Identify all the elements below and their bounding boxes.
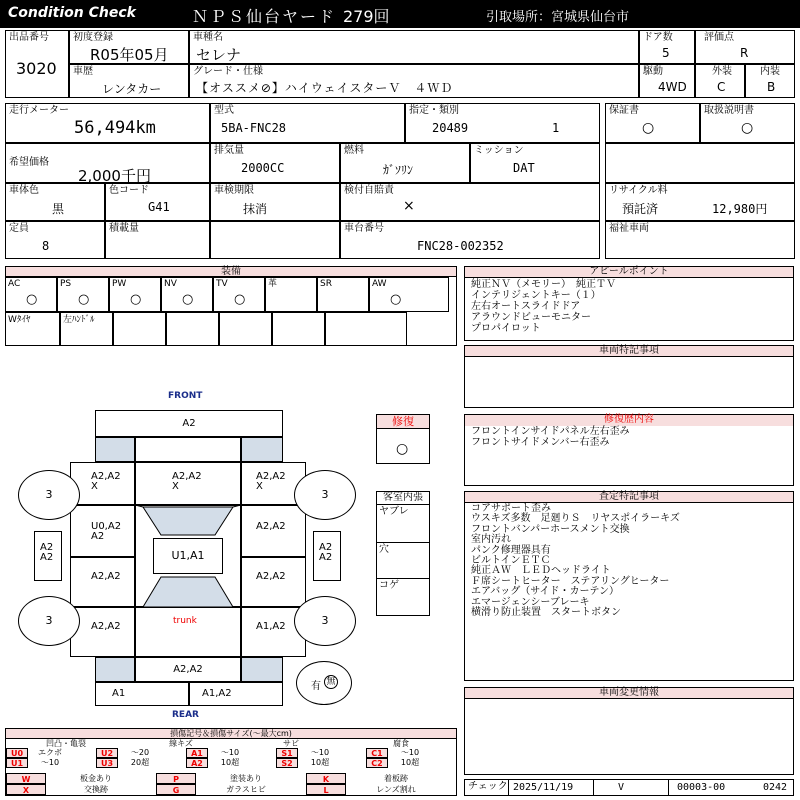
legend-rows bbox=[6, 748, 456, 768]
equipment-cell-2 bbox=[113, 312, 166, 346]
blank-cell bbox=[605, 143, 795, 183]
equipment-cell-2 bbox=[166, 312, 219, 346]
grade-label: グレード・仕様 bbox=[193, 66, 263, 77]
type-value: 5BA-FNC28 bbox=[221, 121, 287, 135]
note-line: アラウンドビューモニター bbox=[471, 312, 591, 323]
legend-desc: ガラスヒビ bbox=[226, 785, 266, 794]
note-line: フロントインサイドパネル左右歪み bbox=[471, 426, 630, 437]
spec-cell bbox=[405, 103, 600, 143]
equipment-label: AW bbox=[372, 279, 387, 289]
note-line: Ｆ席シートヒーター ステアリングヒーター bbox=[471, 575, 670, 587]
welfare-label: 福祉車両 bbox=[609, 223, 649, 234]
equipment-title: 装備 bbox=[5, 266, 457, 277]
panel-hood-top bbox=[135, 437, 241, 462]
legend-code: X bbox=[6, 784, 46, 795]
legend-desc: 〜10 bbox=[220, 748, 240, 757]
spare-mark: 無 bbox=[324, 675, 338, 689]
note-line: エアバッグ（サイド・カーテン） bbox=[471, 586, 619, 598]
equipment-label: TV bbox=[216, 279, 228, 289]
first-reg-cell bbox=[69, 30, 189, 64]
check-date: 2025/11/19 bbox=[513, 782, 574, 793]
history-value: レンタカー bbox=[102, 82, 162, 96]
equipment-cell bbox=[109, 277, 161, 312]
inspector-box bbox=[464, 491, 794, 681]
mission-value: DAT bbox=[513, 161, 535, 175]
mission-cell bbox=[470, 143, 600, 183]
panel-l-step bbox=[34, 531, 62, 581]
liability-cell bbox=[340, 183, 600, 221]
legend-group: 腐食 bbox=[393, 739, 409, 748]
note-line: ビルトインＥＴＣ bbox=[471, 555, 551, 567]
note-line: 純正ＡＷ ＬＥＤヘッドライト bbox=[471, 565, 611, 577]
type-cell bbox=[210, 103, 405, 143]
panel-l-quarter bbox=[70, 607, 135, 657]
tire-rr bbox=[294, 596, 356, 646]
int-value: B bbox=[767, 80, 776, 94]
appeal-title: アピールポイント bbox=[465, 267, 793, 278]
equipment-cell bbox=[57, 277, 109, 312]
legend-desc: エクボ bbox=[38, 748, 62, 757]
colorcode-label: 色コード bbox=[109, 185, 149, 196]
equipment-value: ○ bbox=[78, 292, 90, 307]
fuel-value: ｶﾞｿﾘﾝ bbox=[383, 163, 414, 177]
doors-value: 5 bbox=[662, 46, 670, 60]
equipment-value: ○ bbox=[26, 292, 38, 307]
inspector-lines bbox=[471, 504, 680, 618]
drive-value: 4WD bbox=[658, 80, 687, 94]
model-value: セレナ bbox=[196, 46, 242, 64]
footer-num: 0242 bbox=[763, 782, 788, 793]
legend-code: P bbox=[156, 773, 196, 784]
fr-fender-x: X bbox=[256, 481, 263, 492]
header-left: Condition Check bbox=[8, 5, 136, 21]
spec-label: 指定・類別 bbox=[409, 105, 459, 116]
equipment-cell bbox=[213, 277, 265, 312]
fr-fender-damage: A2,A2 bbox=[256, 471, 286, 482]
tire-rr-value: 3 bbox=[321, 614, 329, 627]
panel-r-step bbox=[313, 531, 341, 581]
legend-groups bbox=[6, 739, 456, 748]
legend-desc: 10超 bbox=[400, 758, 420, 767]
ext-value: C bbox=[717, 80, 726, 94]
chassis-label: 車台番号 bbox=[344, 223, 384, 234]
int-cell bbox=[745, 64, 795, 98]
type-label: 型式 bbox=[214, 105, 234, 116]
lot-label: 出品番号 bbox=[9, 32, 49, 43]
spec-value-2: 1 bbox=[552, 121, 560, 135]
tire-rl bbox=[18, 596, 80, 646]
header-pickup: 引取場所：宮城県仙台市 bbox=[486, 10, 630, 25]
colorcode-cell bbox=[105, 183, 210, 221]
legend-code: C1 bbox=[366, 748, 388, 758]
legend-desc: レンズ割れ bbox=[376, 785, 416, 794]
recycle-cell bbox=[605, 183, 795, 221]
interior-row-2 bbox=[377, 543, 429, 579]
rear-bumper-l-damage: A1 bbox=[112, 688, 126, 699]
note-line: コアサポート歪み bbox=[471, 503, 551, 514]
recycle-status: 預託済 bbox=[622, 202, 659, 216]
doors-cell bbox=[639, 30, 695, 64]
note-line: 純正ＮＶ（メモリー） 純正ＴＶ bbox=[471, 279, 616, 290]
panel-r-rear-door bbox=[241, 557, 306, 607]
tire-rl-value: 3 bbox=[45, 614, 53, 627]
cc-value: 2000CC bbox=[241, 161, 285, 175]
lot-number: 3020 bbox=[16, 59, 57, 78]
model-cell bbox=[189, 30, 639, 64]
doors-label: ドア数 bbox=[643, 32, 673, 43]
note-line: フロントサイドメンバー右歪み bbox=[471, 437, 610, 448]
interior-title: 客室内張 bbox=[377, 492, 429, 505]
inspection-value: 抹消 bbox=[243, 202, 268, 216]
r-rear-door-damage: A2,A2 bbox=[256, 571, 286, 582]
fuel-label: 燃料 bbox=[344, 145, 364, 156]
panel-rr-corner bbox=[241, 657, 283, 682]
legend-code: C2 bbox=[366, 758, 388, 768]
legend-desc: 10超 bbox=[220, 758, 240, 767]
fl-fender-damage: A2,A2 bbox=[91, 471, 121, 482]
panel-fl-fender bbox=[70, 462, 135, 505]
legend-code: S2 bbox=[276, 758, 298, 768]
tire-fr-value: 3 bbox=[321, 488, 329, 501]
manual-value: ○ bbox=[741, 120, 754, 136]
mission-label: ミッション bbox=[474, 145, 524, 156]
equipment-cell bbox=[5, 277, 57, 312]
panel-r-front-door bbox=[241, 505, 306, 557]
ext-label: 外装 bbox=[712, 66, 732, 77]
legend-group: 線キズ bbox=[169, 739, 193, 748]
l-front-door-damage: U0,A2 bbox=[91, 521, 122, 532]
note-line: 左右オートスライドドア bbox=[471, 301, 581, 312]
l-rear-door-damage: A2,A2 bbox=[91, 571, 121, 582]
legend-code: U0 bbox=[6, 748, 28, 758]
legend-title: 損傷記号＆損傷サイズ(〜最大cm) bbox=[6, 729, 456, 739]
chassis-cell bbox=[340, 221, 600, 259]
equipment-cell-2 bbox=[60, 312, 113, 346]
r-front-door-damage: A2,A2 bbox=[256, 521, 286, 532]
l-step-damage: A2 bbox=[40, 542, 54, 553]
drive-cell bbox=[639, 64, 695, 98]
int-label: 内装 bbox=[760, 66, 780, 77]
spare-label: 有 bbox=[311, 681, 321, 692]
repair-box bbox=[376, 414, 430, 464]
legend-desc: 20超 bbox=[130, 758, 150, 767]
legend-code: G bbox=[156, 784, 196, 795]
footer-code: 00003-00 bbox=[677, 782, 726, 793]
interior-row-1 bbox=[377, 505, 429, 543]
footer-box bbox=[464, 779, 794, 796]
liability-value: × bbox=[403, 198, 415, 214]
note-line: ウスキズ多数 足廻りＳ リヤスポイラーキズ bbox=[471, 513, 680, 525]
spec-value-1: 20489 bbox=[432, 121, 469, 135]
equipment-cell-2 bbox=[5, 312, 60, 346]
manual-label: 取扱説明書 bbox=[704, 105, 754, 116]
color-label: 車体色 bbox=[9, 185, 39, 196]
first-reg-value: R05年05月 bbox=[90, 46, 169, 64]
liability-label: 検付自賠責 bbox=[344, 185, 394, 196]
history-cell bbox=[69, 64, 189, 98]
capacity-value: 8 bbox=[42, 239, 50, 253]
cc-label: 排気量 bbox=[214, 145, 244, 156]
note-line: インテリジェントキー（１） bbox=[471, 290, 601, 301]
grade-value: 【オススメ⊘】ハイウェイスターＶ ４ＷＤ bbox=[196, 81, 454, 95]
panel-trunk bbox=[135, 607, 241, 657]
l-quarter-damage: A2,A2 bbox=[91, 621, 121, 632]
load-label: 積載量 bbox=[109, 223, 139, 234]
legend-code: A1 bbox=[186, 748, 208, 758]
model-label: 車種名 bbox=[193, 32, 223, 43]
note-line: パンク修理器具有 bbox=[471, 544, 551, 556]
drive-label: 駆動 bbox=[643, 66, 663, 77]
colorcode-value: G41 bbox=[148, 200, 170, 214]
header-bar bbox=[0, 0, 800, 28]
lot-cell bbox=[5, 30, 69, 98]
equipment-value: ○ bbox=[390, 292, 402, 307]
capacity-cell bbox=[5, 221, 105, 259]
legend-group: サビ bbox=[283, 739, 299, 748]
note-line: エマージェンシーブレーキ bbox=[471, 596, 590, 608]
appeal-lines bbox=[471, 279, 616, 334]
l-front-door-damage-2: A2 bbox=[91, 531, 105, 542]
color-value: 黒 bbox=[52, 202, 65, 216]
front-bumper-damage: A2 bbox=[182, 418, 196, 429]
appeal-box bbox=[464, 266, 794, 341]
warranty-label: 保証書 bbox=[609, 105, 639, 116]
rear-bumper-r-damage: A1,A2 bbox=[202, 688, 232, 699]
equipment-label-2: 左ﾊﾝﾄﾞﾙ bbox=[63, 315, 95, 325]
legend-code: U2 bbox=[96, 748, 118, 758]
first-reg-label: 初度登録 bbox=[73, 32, 113, 43]
repair-content-title: 修復歴内容 bbox=[465, 415, 793, 426]
recycle-amount: 12,980円 bbox=[712, 202, 768, 216]
change-box bbox=[464, 687, 794, 775]
inspection-cell bbox=[210, 183, 340, 221]
equipment-label-2: Wﾀｲﾔ bbox=[8, 315, 31, 325]
panel-hood bbox=[135, 462, 241, 505]
ext-cell bbox=[695, 64, 745, 98]
score-label: 評価点 bbox=[704, 32, 734, 43]
legend-code: W bbox=[6, 773, 46, 784]
equipment-cell bbox=[369, 277, 449, 312]
repair-lines bbox=[471, 426, 630, 448]
legend-group: 凹凸・亀裂 bbox=[46, 739, 86, 748]
check-mark: V bbox=[618, 782, 625, 793]
legend-code: L bbox=[306, 784, 346, 795]
roof-damage: U1,A1 bbox=[171, 549, 205, 562]
spare-tire bbox=[296, 661, 352, 705]
legend-desc: 10超 bbox=[310, 758, 330, 767]
panel-front-bumper bbox=[95, 410, 283, 437]
change-title: 車両変更情報 bbox=[465, 688, 793, 699]
equipment-value: ○ bbox=[182, 292, 194, 307]
load-cell bbox=[105, 221, 210, 259]
special-title: 車両特記事項 bbox=[465, 346, 793, 357]
repair-content-box bbox=[464, 414, 794, 486]
price-label: 希望価格 bbox=[9, 157, 49, 168]
panel-rl-corner bbox=[95, 657, 135, 682]
header-title: ＮＰＳ仙台ヤード bbox=[192, 7, 337, 26]
welfare-cell bbox=[605, 221, 795, 259]
r-step-damage-2: A2 bbox=[319, 552, 333, 563]
equipment-cell bbox=[265, 277, 317, 312]
rear-label: REAR bbox=[172, 710, 199, 720]
color-cell bbox=[5, 183, 105, 221]
equipment-label: PS bbox=[60, 279, 72, 289]
price-value: 2,000千円 bbox=[78, 167, 151, 185]
repair-title: 修復 bbox=[377, 415, 429, 429]
manual-cell bbox=[700, 103, 795, 143]
equipment-label: AC bbox=[8, 279, 21, 289]
hood-damage: A2,A2 bbox=[172, 471, 202, 482]
chassis-value: FNC28-002352 bbox=[417, 239, 504, 253]
warranty-cell bbox=[605, 103, 700, 143]
check-mark-cell bbox=[593, 780, 669, 795]
panel-rear-gate bbox=[135, 657, 241, 682]
legend-desc: 〜10 bbox=[310, 748, 330, 757]
fuel-cell bbox=[340, 143, 470, 183]
inspector-title: 査定特記事項 bbox=[465, 492, 793, 503]
car-diagram bbox=[0, 385, 370, 725]
interior-tear: ヤブレ bbox=[379, 506, 409, 517]
mileage-cell bbox=[5, 103, 210, 143]
interior-row-3 bbox=[377, 579, 429, 615]
equipment-cell bbox=[317, 277, 369, 312]
legend-desc: 〜20 bbox=[130, 748, 150, 757]
interior-box bbox=[376, 491, 430, 616]
equipment-value: ○ bbox=[234, 292, 246, 307]
panel-roof bbox=[153, 538, 223, 574]
capacity-label: 定員 bbox=[9, 223, 29, 234]
equipment-value: ○ bbox=[130, 292, 142, 307]
legend-code: K bbox=[306, 773, 346, 784]
note-line: プロパイロット bbox=[471, 323, 541, 334]
l-step-damage-2: A2 bbox=[40, 552, 54, 563]
legend-desc: 〜10 bbox=[400, 748, 420, 757]
equipment-label: 革 bbox=[268, 279, 278, 289]
rear-gate-damage: A2,A2 bbox=[173, 664, 203, 675]
tire-fr bbox=[294, 470, 356, 520]
rear-window bbox=[143, 577, 233, 607]
inspection-label: 車検期限 bbox=[214, 185, 254, 196]
equipment-cell-2 bbox=[219, 312, 272, 346]
legend-bottom bbox=[6, 773, 456, 795]
front-label: FRONT bbox=[168, 391, 203, 401]
mileage-label: 走行メーター bbox=[9, 105, 69, 116]
history-label: 車歴 bbox=[73, 66, 93, 77]
r-quarter-damage: A1,A2 bbox=[256, 621, 286, 632]
repair-value: ○ bbox=[396, 441, 409, 457]
grade-cell bbox=[189, 64, 639, 98]
trunk-label: trunk bbox=[173, 616, 197, 626]
check-label: チェック bbox=[465, 780, 509, 795]
legend-code: S1 bbox=[276, 748, 298, 758]
note-line: フロントバンパーホースメント交換 bbox=[471, 523, 630, 535]
panel-fr-corner bbox=[241, 437, 283, 462]
legend-desc: 交換跡 bbox=[84, 785, 108, 794]
equipment-cell-2 bbox=[325, 312, 407, 346]
legend-box bbox=[5, 728, 457, 796]
equipment-cell bbox=[161, 277, 213, 312]
hood-x: X bbox=[172, 481, 179, 492]
empty-cell-1 bbox=[210, 221, 340, 259]
legend-desc: 塗装あり bbox=[230, 774, 262, 783]
price-cell bbox=[5, 143, 210, 183]
special-box bbox=[464, 345, 794, 408]
fl-fender-x: X bbox=[91, 481, 98, 492]
note-line: 横滑り防止装置 スタートボタン bbox=[471, 607, 621, 619]
panel-l-rear-door bbox=[70, 557, 135, 607]
equipment-label: SR bbox=[320, 279, 332, 289]
tire-fl-value: 3 bbox=[45, 488, 53, 501]
legend-desc: 板金あり bbox=[80, 774, 112, 783]
legend-desc: 着板跡 bbox=[384, 774, 408, 783]
mileage-value: 56,494km bbox=[74, 118, 156, 138]
legend-code: A2 bbox=[186, 758, 208, 768]
equipment-label: PW bbox=[112, 279, 127, 289]
equipment-label: NV bbox=[164, 279, 177, 289]
equipment-cell-2 bbox=[272, 312, 325, 346]
windshield bbox=[143, 507, 233, 535]
interior-burn: コゲ bbox=[379, 580, 399, 591]
legend-desc: 〜10 bbox=[40, 758, 60, 767]
score-value: R bbox=[740, 46, 749, 60]
score-cell bbox=[695, 30, 795, 64]
legend-code: U3 bbox=[96, 758, 118, 768]
note-line: 室内汚れ bbox=[471, 534, 511, 546]
r-step-damage: A2 bbox=[319, 542, 333, 553]
recycle-label: リサイクル料 bbox=[609, 185, 668, 196]
panel-rear-bumper-l bbox=[95, 682, 189, 706]
tire-fl bbox=[18, 470, 80, 520]
panel-fl-corner bbox=[95, 437, 135, 462]
panel-rear-bumper-r bbox=[189, 682, 283, 706]
header-round: 279回 bbox=[343, 7, 390, 26]
warranty-value: ○ bbox=[642, 120, 655, 136]
interior-hole: 穴 bbox=[379, 544, 389, 555]
panel-l-front-door bbox=[70, 505, 135, 557]
cc-cell bbox=[210, 143, 340, 183]
legend-code: U1 bbox=[6, 758, 28, 768]
